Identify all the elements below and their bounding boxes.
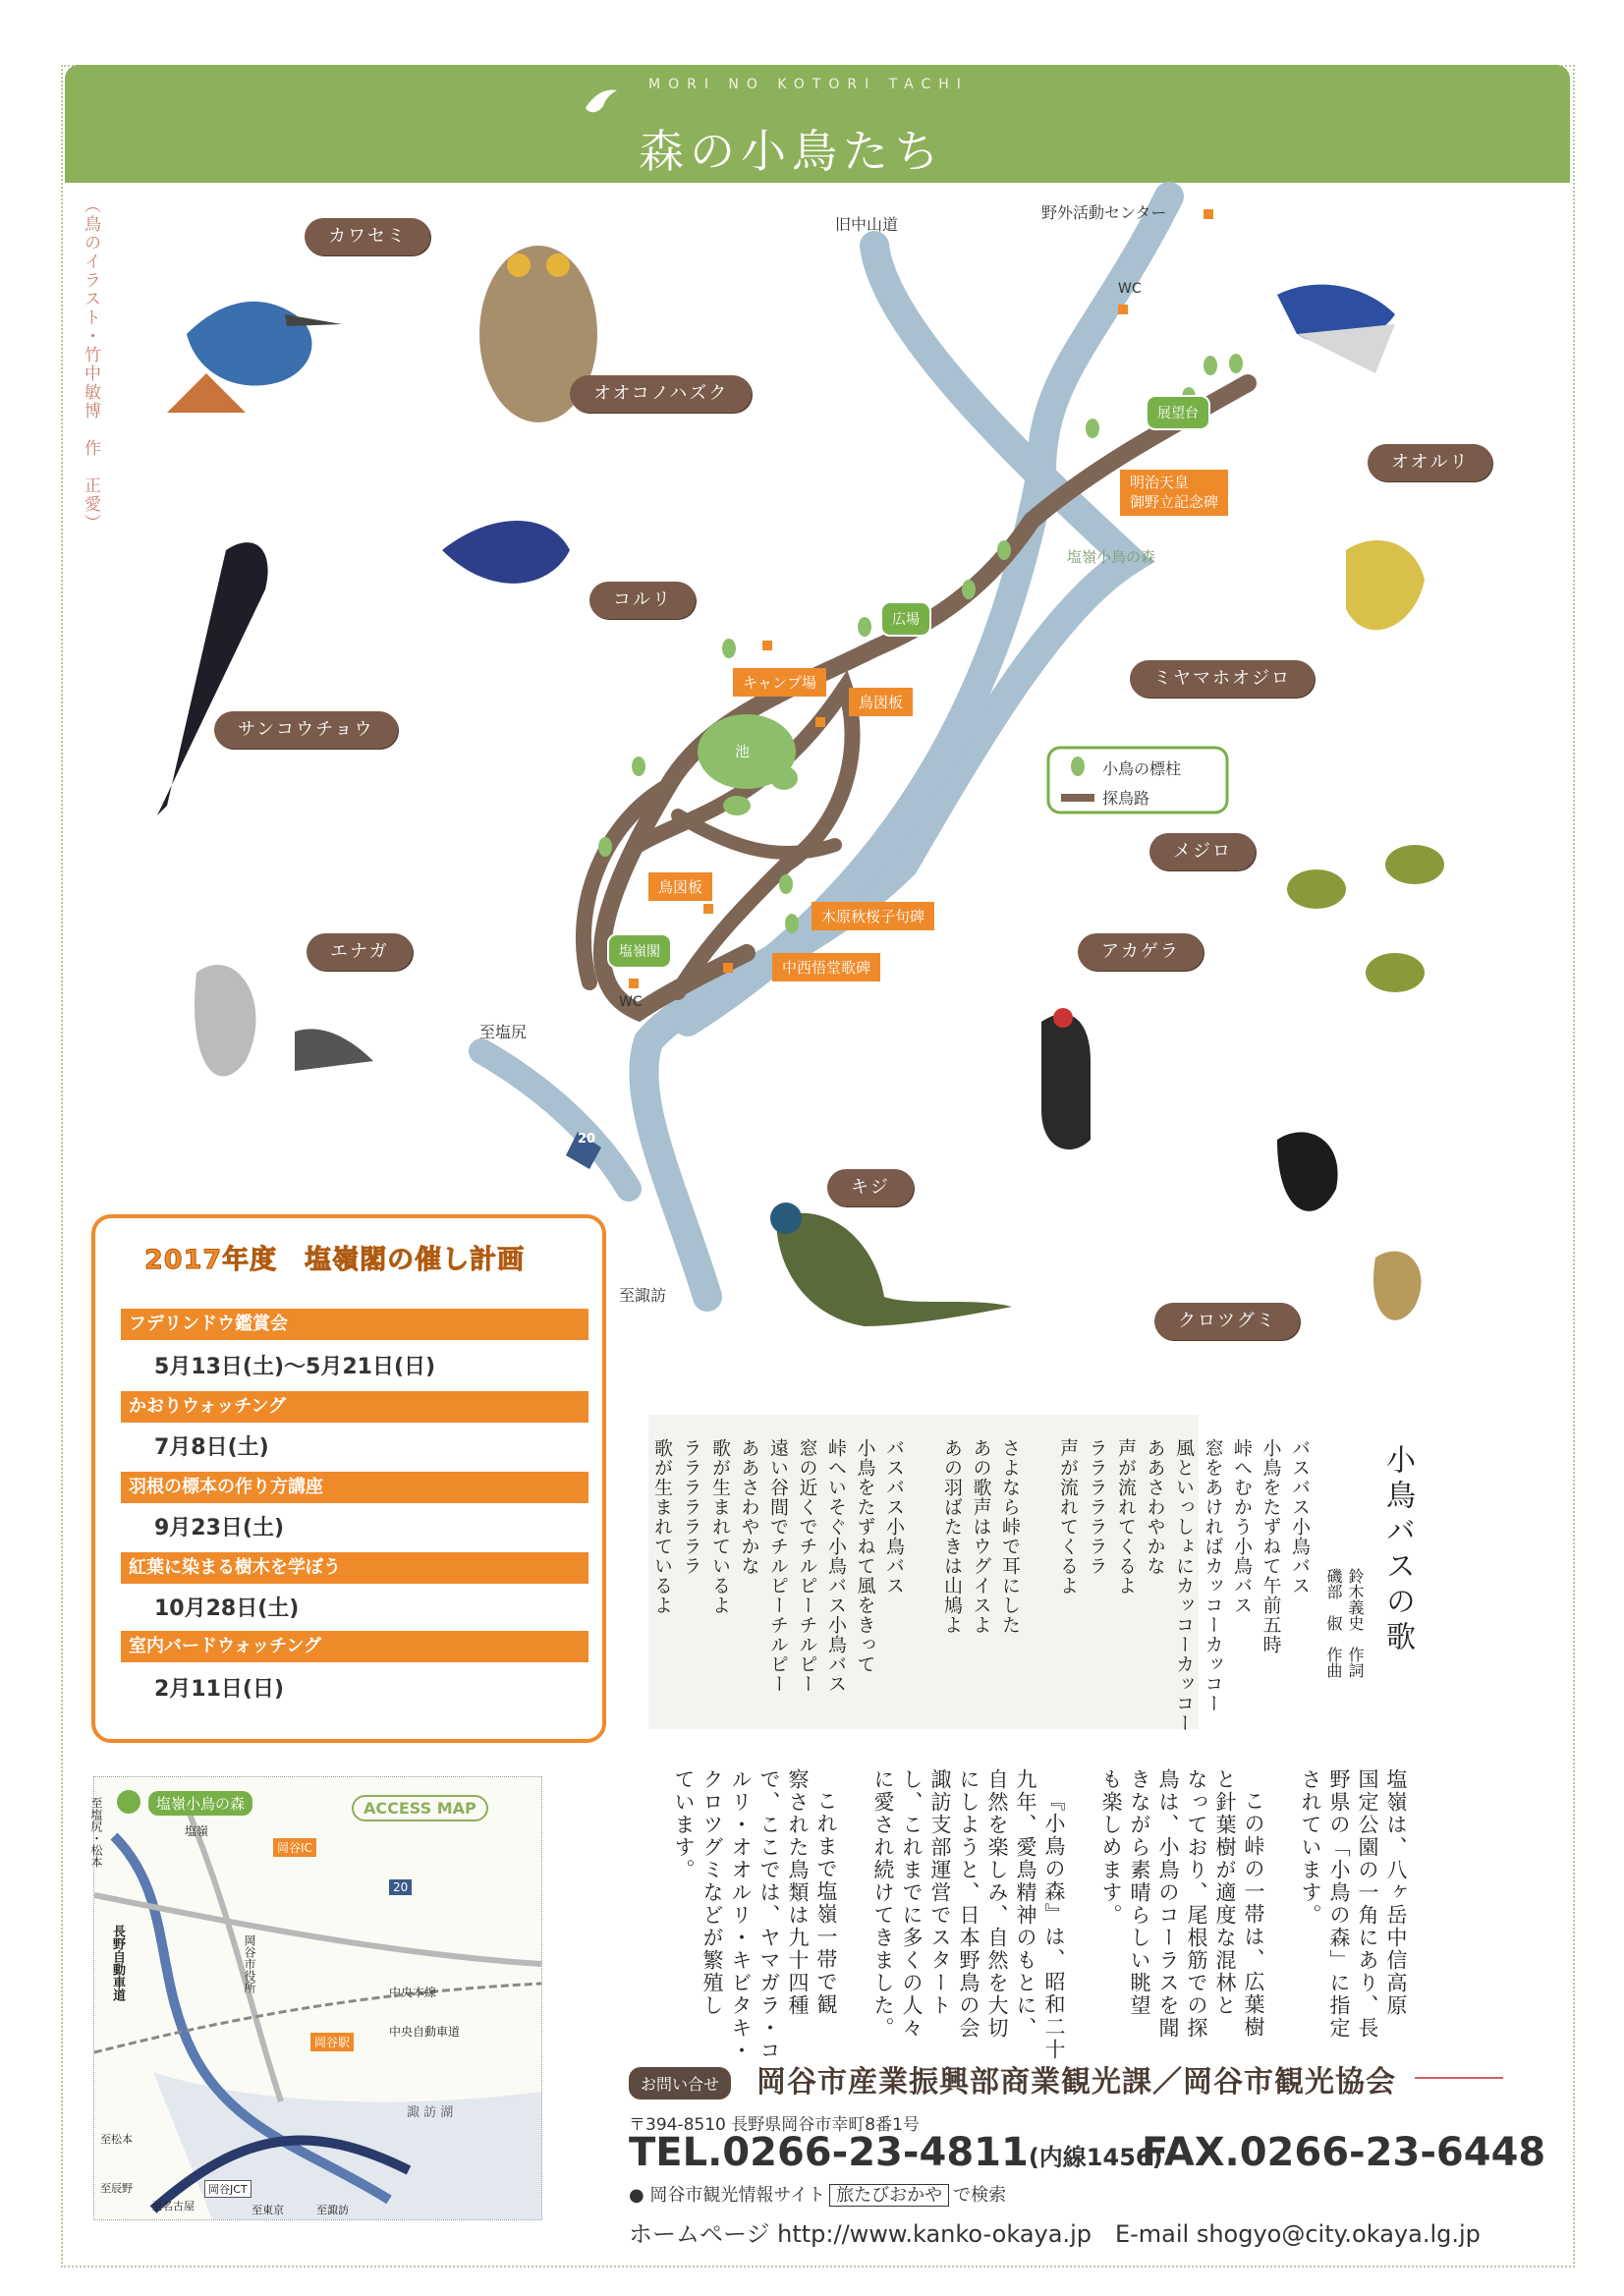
song-line: 声が流れてくるよ	[1057, 1438, 1079, 1596]
access-enrei: 塩嶺	[185, 1824, 209, 1838]
event-label: 室内バードウォッチング	[121, 1631, 588, 1662]
access-chuo-line: 中央本線	[389, 1986, 437, 1999]
access-okaya-jct: 岡谷JCT	[204, 2180, 252, 2198]
map-tag-nakanishi-monument: 中西悟堂歌碑	[772, 953, 880, 981]
access-to-nagoya: 至名古屋	[151, 2200, 195, 2212]
intro-line: 九年、愛鳥精神のもとに、	[1014, 1768, 1037, 2040]
site-search	[629, 2181, 1006, 2207]
intro-line: これまで塩嶺一帯で観	[814, 1790, 838, 2016]
access-lake-suwa: 諏 訪 湖	[407, 2105, 454, 2120]
song-line: あの歌声はウグイスよ	[970, 1438, 992, 1635]
access-to-suwa: 至諏訪	[316, 2204, 349, 2216]
event-date: 2月11日(日)	[154, 1677, 285, 1702]
event-date: 7月8日(土)	[154, 1435, 269, 1460]
intro-line: なっており、尾根筋での探	[1185, 1768, 1208, 2040]
bird-label-mejiro: メジロ	[1149, 833, 1256, 870]
page-title: 森の小鳥たち	[639, 125, 945, 178]
song-credit-music: 磯部 俶 作曲	[1324, 1568, 1343, 1678]
song-line: 窓をあければカッコーカッコー	[1202, 1438, 1224, 1713]
access-to-matsumoto: 至松本	[100, 2133, 133, 2146]
intro-line: クロツグミなどが繁殖し	[700, 1768, 724, 2017]
map-label-wc-bottom: WC	[619, 994, 643, 1010]
song-line: 歌が生まれているよ	[651, 1438, 673, 1615]
intro-line: この峠の一帯は、広葉樹	[1242, 1790, 1265, 2039]
map-label-pond: 池	[735, 743, 751, 760]
song-line: 遠い谷間でチルピーチルピー	[767, 1438, 789, 1694]
site-search-keyword: 旅たびおかや	[829, 2184, 949, 2207]
bird-label-miyamahoojiro: ミヤマホオジロ	[1130, 660, 1315, 698]
contact-fax: FAX.0266-23-6448	[1142, 2130, 1546, 2175]
map-label-to-suwa: 至諏訪	[619, 1286, 667, 1305]
song-line: 声が流れてくるよ	[1115, 1438, 1137, 1596]
pond-small-2	[723, 796, 751, 815]
marker	[815, 717, 825, 727]
events-box	[91, 1214, 606, 1743]
marker	[629, 979, 639, 988]
intro-line: されています。	[1299, 1768, 1322, 1927]
song-line: ラララララララ	[1086, 1438, 1108, 1576]
map-label-to-shiojiri: 至塩尻	[479, 1023, 528, 1041]
marker	[762, 641, 772, 650]
song-line: バスバス小鳥バス	[1289, 1438, 1311, 1596]
intro-line: 国定公園の一角にあり、長	[1356, 1768, 1379, 2040]
map-label-outdoor-center: 野外活動センター	[1041, 203, 1167, 222]
song-line: 峠へいそぐ小鳥バス小鳥バス	[825, 1438, 847, 1694]
song-line: 小鳥をたずねて午前五時	[1260, 1438, 1282, 1654]
bird-label-kiji: キジ	[827, 1169, 914, 1206]
access-city-hall: 岡谷市役所	[243, 1934, 256, 1993]
access-map-drawing	[94, 1777, 541, 2219]
access-to-tokyo: 至東京	[252, 2204, 284, 2216]
bird-label-enaga: エナガ	[307, 933, 413, 971]
event-date: 10月28日(土)	[154, 1596, 300, 1621]
bird-label-ooruri: オオルリ	[1368, 444, 1492, 481]
song-line: 風といっしょにカッコーカッコー	[1173, 1438, 1195, 1733]
homepage-email[interactable]: ホームページ http://www.kanko-okaya.jp E-mail shogyo@city.okaya.lg.jp	[629, 2220, 1481, 2248]
access-okaya-ic: 岡谷IC	[273, 1838, 316, 1857]
marker	[703, 904, 713, 914]
song-line: ああさわやかな	[1144, 1438, 1166, 1576]
access-nagano-expwy: 長野自動車道	[110, 1925, 125, 2001]
intro-line: きながら素晴らしい眺望	[1128, 1768, 1151, 2017]
shiojiri-road	[481, 1051, 629, 1189]
song-line: ラララララララ	[680, 1438, 702, 1576]
intro-line: ルリ・オオルリ・キビタキ・	[729, 1768, 753, 2062]
map-tag-blind-2: 鳥図板	[648, 872, 712, 901]
intro-line: 鳥は、小鳥のコーラスを聞	[1156, 1768, 1180, 2040]
header-romaji: MORI NO KOTORI TACHI	[648, 77, 969, 92]
song-title: 小鳥バスの歌	[1380, 1444, 1415, 1656]
song-line: あの羽ばたきは山鳩よ	[941, 1438, 963, 1635]
legend-label-path: 探鳥路	[1102, 789, 1150, 808]
bird-label-koruri: コルリ	[589, 582, 696, 619]
access-to-shiojiri-matsumoto: 至塩尻・松本	[89, 1797, 103, 1868]
legend-label-pole: 小鳥の標柱	[1102, 759, 1182, 778]
bird-label-sankouchou: サンコウチョウ	[214, 711, 398, 749]
intro-line: に愛され続けてきました。	[871, 1768, 895, 2040]
access-to-tatsuno: 至辰野	[100, 2182, 133, 2195]
song-line: ああさわやかな	[738, 1438, 760, 1576]
events-title: 2017年度 塩嶺閣の催し計画	[144, 1245, 526, 1275]
song-line: 窓の近くでチルピーチルピー	[796, 1438, 818, 1694]
map-tag-meiji-monument: 明治天皇 御野立記念碑	[1120, 470, 1228, 516]
contact-organization: 岡谷市産業振興部商業観光課／岡谷市観光協会	[756, 2065, 1396, 2100]
marker	[1204, 209, 1213, 219]
intro-line: で、ここでは、ヤマガラ・コ	[757, 1768, 781, 2062]
contact-tag: お問い合せ	[629, 2067, 731, 2100]
access-okaya-station: 岡谷駅	[310, 2033, 354, 2051]
event-label: 羽根の標本の作り方講座	[121, 1472, 588, 1503]
map-tag-camp: キャンプ場	[733, 668, 826, 697]
song-line: 峠へむかう小鳥バス	[1231, 1438, 1253, 1615]
intro-line: 野県の「小鳥の森」に指定	[1327, 1768, 1351, 2040]
song-line: 小鳥をたずねて風をきって	[854, 1438, 876, 1674]
map-label-wc-top: WC	[1118, 281, 1142, 297]
song-credit-lyrics: 鈴木義史 作詞	[1346, 1568, 1365, 1678]
event-date: 9月23日(土)	[154, 1516, 285, 1540]
access-forest-label: 塩嶺小鳥の森	[148, 1791, 252, 1816]
legend-pole-icon	[1071, 756, 1085, 776]
intro-line: 自然を楽しみ、自然を大切	[985, 1768, 1009, 2040]
map-label-forest-name: 塩嶺小鳥の森	[1067, 548, 1156, 566]
pond-small	[770, 766, 798, 790]
access-map-title: ACCESS MAP	[352, 1795, 488, 1821]
contact-tel	[629, 2130, 1163, 2175]
map-tag-poem-monument: 木原秋桜子句碑	[812, 902, 934, 930]
map-label-route-20: 20	[578, 1132, 596, 1147]
illustration-credit: （鳥のイラスト・竹中敏博 作 正愛）	[81, 196, 100, 532]
intro-line: も楽しめます。	[1099, 1768, 1123, 1927]
intro-line: 『小鳥の森』は、昭和二十	[1042, 1790, 1066, 2061]
map-tag-enreikaku: 塩嶺閣	[607, 933, 672, 969]
tel-extension: (内線1456)	[1028, 2144, 1163, 2171]
intro-line: 諏訪支部運営でスタート	[928, 1768, 952, 2017]
event-label: フデリンドウ鑑賞会	[121, 1309, 588, 1340]
song-line: バスバス小鳥バス	[883, 1438, 905, 1596]
site-suffix: で検索	[953, 2185, 1007, 2206]
intro-line: にしようと、日本野鳥の会	[957, 1768, 980, 2040]
intro-line: 塩嶺は、八ヶ岳中信高原	[1384, 1768, 1408, 2017]
tel-number: TEL.0266-23-4811	[629, 2130, 1029, 2175]
site-prefix: ● 岡谷市観光情報サイト	[629, 2185, 826, 2206]
bird-label-kawasemi: カワセミ	[305, 218, 430, 255]
contact-underline	[1415, 2077, 1503, 2079]
marker	[1118, 305, 1128, 314]
event-label: かおりウォッチング	[121, 1391, 588, 1423]
access-route-20: 20	[389, 1879, 412, 1895]
bird-label-ookonohazuku: オオコノハズク	[570, 375, 752, 413]
contact-address: 〒394-8510 長野県岡谷市幸町8番1号	[629, 2115, 920, 2135]
map-tag-observation-deck: 展望台	[1146, 395, 1210, 430]
intro-line: ています。	[672, 1768, 696, 1881]
marker	[723, 963, 733, 973]
map-tag-plaza: 広場	[880, 601, 931, 637]
event-date: 5月13日(土)～5月21日(日)	[154, 1355, 436, 1379]
access-chuo-expwy: 中央自動車道	[389, 2025, 461, 2039]
intro-line: し、これまでに多くの人々	[900, 1768, 924, 2040]
bird-label-akagera: アカゲラ	[1078, 933, 1204, 971]
bird-illustrations	[157, 246, 1444, 1326]
map-label-old-nakasendo: 旧中山道	[835, 215, 899, 234]
access-map	[89, 1776, 542, 2220]
intro-line: 察された鳥類は九十四種	[786, 1768, 810, 2017]
bird-label-kurotsugumi: クロツグミ	[1154, 1303, 1300, 1340]
intro-line: と針葉樹が適度な混林と	[1213, 1768, 1237, 2017]
event-label: 紅葉に染まる樹木を学ぼう	[121, 1552, 588, 1584]
forest-marker	[117, 1790, 140, 1814]
map-tag-blind-1: 鳥図板	[849, 688, 913, 716]
song-line: さよなら峠で耳にした	[999, 1438, 1021, 1635]
song-line: 歌が生まれているよ	[709, 1438, 731, 1615]
